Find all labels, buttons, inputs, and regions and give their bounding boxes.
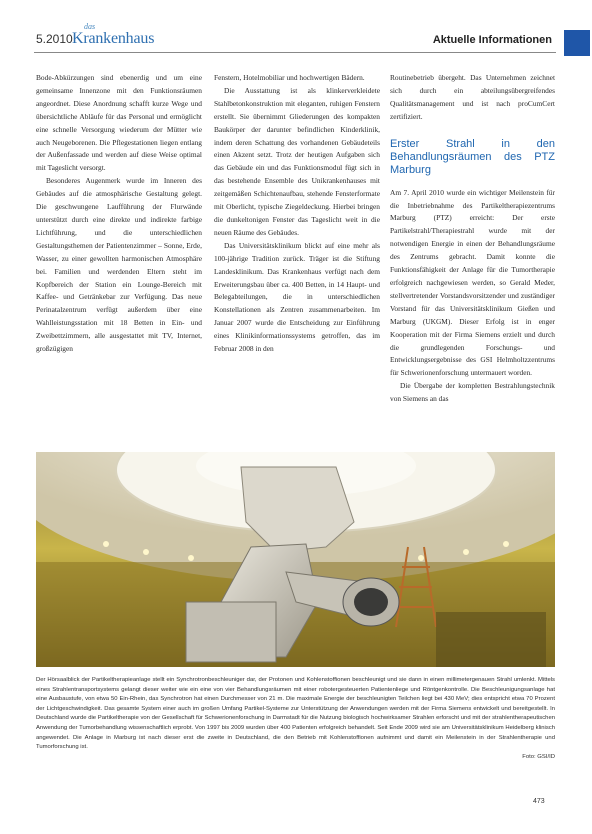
logo-wordmark: Krankenhaus: [72, 30, 155, 47]
section-title: Aktuelle Informationen: [432, 34, 552, 46]
gantry-photo: [36, 452, 555, 667]
paragraph: Das Universitätsklinikum blickt auf eine mehr als 100-jährige Tradition zurück. Träger ist die Stiftung Landesklinikum. Das Krankenhaus verfügt nach dem Erweiterungsbau über ca. 400 Betten, in 14 Haupt- und Belegabteilungen, die in unterschiedlichen Konstellationen als Zentren zusammenarbeiten. Im Januar 2007 wurde die Entscheidung zur Einführung eines Klinikinformationssystems getroffen, das im Februar 2008 in den: [214, 240, 380, 354]
photo-caption: [36, 676, 555, 762]
photo-credit: Foto: GSI/ID: [522, 753, 555, 760]
text-column-1: [36, 72, 202, 356]
header-rule: [34, 52, 556, 53]
page-number: 473: [533, 798, 545, 805]
paragraph: Routinebetrieb übergeht. Das Unternehmen zeichnet sich durch ein abteilungsübergreifendes Qualitätsmanagement und ist nach proCumCert zertifiziert.: [390, 73, 555, 121]
text-column-2: [214, 72, 380, 356]
logo-prefix: das: [84, 22, 96, 31]
caption-text: Der Hörsaalblick der Partikeltherapieanlage stellt ein Synchrotronbeschleuniger dar, der Protonen und Kohlenstoffionen beschleunigt und sie dann in einen millimetergenauen Strahl umlenkt. Mittels eines Strahlentransportsystems gelangt dieser weiter wie ein eine von vier Behandlungsräumen mit einer robotergesteuerten Patientenliege und Röntgenkontrolle. Die Beschleunigungsanlage hat eine Ausbaustufe, von etwa 50 Ein-Rhein, das Synchrotron hat einen Durchmesser von 21 m. Die maximale Energie der beschleunigten Teilchen liegt bei 430 MeV; dies entspricht etwa 70 Prozent der Lichtgeschwindigkeit. Das gesamte System einer auch im großen Umfang Partikel-Systeme zur Unterstützung der Anwendungen werden mit der Firma Siemens entwickelt und bereitgestellt. In Deutschland wurde die Partikeltherapie von der Gesellschaft für Schwerionenforschung in Darmstadt für die Nutzung biologisch hochwirksamer Strahlen erforscht und mit der strahlentherapeutischen Anwendung der Tumorbehandlung wissenschaftlich erprobt. Von 1997 bis 2009 wurden über 400 Patienten erfolgreich behandelt. Seit Ende 2009 wird sie am Universitätsklinikum Heidelberg klinisch angewendet. Die Anlage in Marburg ist nach dieser erst die zweite in Deutschland, die den Betrieb mit Kohlenstoffionen aufnimmt und damit ein Meilenstein in der Strahlentherapie und Tumorforschung ist.: [36, 677, 555, 751]
paragraph: Am 7. April 2010 wurde ein wichtiger Meilenstein für die Inbetriebnahme des Partikeltherapiezentrums Marburg (PTZ) erreicht: Der erste Partikelstrahl/Therapiestrahl wurde mit der notwendigen Energie in einen der Behandlungsräume des Zentrums gebracht. Damit konnte die Funktionsfähigkeit der Anlage für die Tumortherapie erfolgreich nachgewiesen werden, so Gerald Meder, stellvertretender Vorstandsvorsitzender und zuständiger Vorstand für das Universitätsklinikum Gießen und Marburg (UKGM). Dieser Erfolg ist in enger Kooperation mit der Firma Siemens erzielt und durch die grundlegenden Forschungs- und Entwicklungsergebnisse des GSI Helmholtzzentrums für Schwerionenforschung untermauert worden.: [390, 187, 555, 378]
section-marker: [564, 30, 590, 56]
page-header: [0, 0, 592, 70]
paragraph: Fenstern, Hotelmobiliar und hochwertigen Bädern.: [214, 73, 365, 82]
paragraph: Besonderes Augenmerk wurde im Inneren des Gebäudes auf die atmosphärische Gestaltung gelegt. Die geschwungene Laufführung der Flurwände unterstützt durch eine direkte und indirekte farbige Lichtführung, und die unterschiedlichen Gestaltungsthemen der Patientenzimmer – Sonne, Erde, Wasser, zu einer gewollten harmonischen Atmosphäre bei. Familien und werdenden Eltern steht im Kopfbereich der Station ein Lounge-Bereich mit Kaffee- und Getränkebar zur Verfügung. Das neue Perinatalzentrum verfügt außerdem über eine Wahlleistungsstation mit 18 Betten in Ein- und Zweibettzimmern, alle ausgestattet mit TV, Internet, großzügigen: [36, 176, 202, 354]
paragraph: Die Übergabe der kompletten Bestrahlungstechnik von Siemens an das: [390, 381, 555, 404]
paragraph: Bode-Abkürzungen sind ebenerdig und um eine gemeinsame Innenzone mit den Funktionsräumen angeordnet. Diese Anordnung schafft kurze Wege und übersichtliche Abläufe für das Personal und ermöglicht eine schnelle Versorgung wiederum der Mütter wie auch Neugeborenen. Die Pflegestationen liegen entlang der Außenfassade und werden auf diese Weise optimal mit Tageslicht versorgt.: [36, 73, 202, 173]
article-subheading: Erster Strahl in den Behandlungsräumen des PTZ Marburg: [390, 137, 555, 176]
paragraph: Die Ausstattung ist als klinkerverkleidete Stahlbetonkonstruktion mit eleganten, ruhigen Fenstern erstellt. Sie übernimmt Gliederungen des kompakten Baukörper der darunter befindlichen Kinderklinik, indem deren Schattung des vorhandenen Gebäudeteils einen Akzent setzt. Trotz der heutigen Aufgaben sich das Gebäude ein und das Funktionsmodul fügt sich in das bestehende Ensemble des Unikrankenhauses mit zeitgemäßen Schichtenaufbau, stehende Fensterformate mit Oberlicht, typische Ziegeldeckung. Hierbei bringen die dunkeltonigen Fenster das Tageslicht weit in die neuen Räume des Gebäudes.: [214, 85, 380, 237]
issue-number: 5.2010: [36, 32, 73, 46]
text-column-3: [390, 72, 555, 406]
